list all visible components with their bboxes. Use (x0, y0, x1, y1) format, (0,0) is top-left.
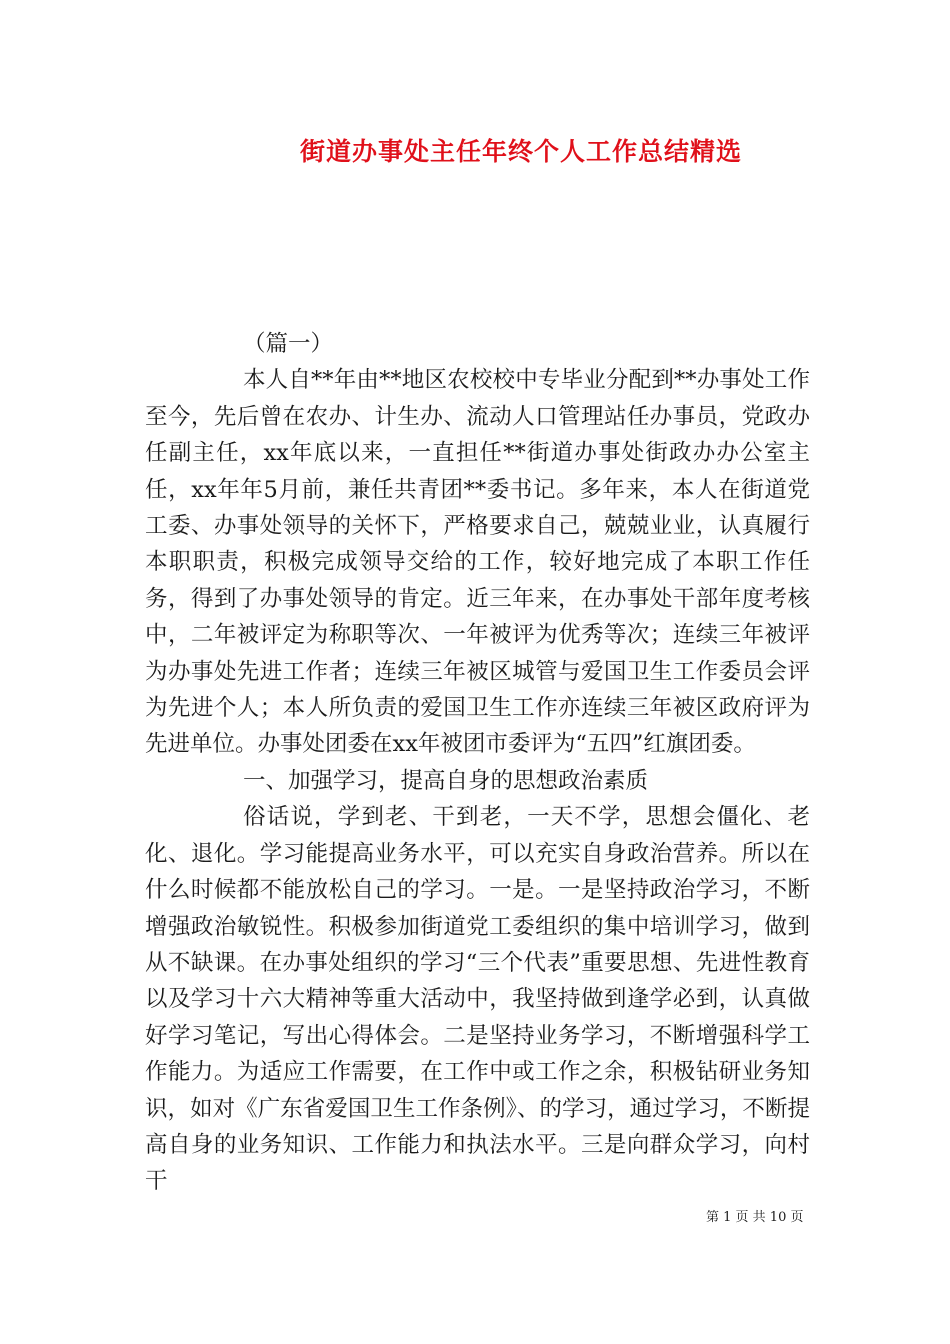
paragraph: 俗话说，学到老、干到老，一天不学，思想会僵化、老化、退化。学习能提高业务水平，可以充实自身政治营养。所以在什么时候都不能放松自己的学习。一是。一是坚持政治学习，不断增强政治敏锐性。积极参加街道党工委组织的集中培训学习，做到从不缺课。在办事处组织的学习“三个代表”重要思想、先进性教育以及学习十六大精神等重大活动中，我坚持做到逢学必到，认真做好学习笔记，写出心得体会。二是坚持业务学习，不断增强科学工作能力。为适应工作需要，在工作中或工作之余，积极钻研业务知识，如对《广东省爱国卫生工作条例》、的学习，通过学习，不断提高自身的业务知识、工作能力和执法水平。三是向群众学习，向村干 (145, 804, 810, 1195)
document-title: 街道办事处主任年终个人工作总结精选 (300, 137, 743, 166)
document-body (145, 326, 810, 1200)
paragraph: 本人自**年由**地区农校校中专毕业分配到**办事处工作至今，先后曾在农办、计生办、流动人口管理站任办事员，党政办任副主任，xx年底以来，一直担任**街道办事处街政办办公室主任，xx年年5月前，兼任共青团**委书记。多年来，本人在街道党工委、办事处领导的关怀下，严格要求自己，兢兢业业，认真履行本职职责，积极完成领导交给的工作，较好地完成了本职工作任务，得到了办事处领导的肯定。近三年来，在办事处干部年度考核中，二年被评定为称职等次、一年被评为优秀等次；连续三年被评为办事处先进工作者；连续三年被区城管与爱国卫生工作委员会评为先进个人；本人所负责的爱国卫生工作亦连续三年被区政府评为先进单位。办事处团委在xx年被团市委评为“五四”红旗团委。 (145, 367, 810, 758)
section-label: （篇一） (243, 331, 334, 357)
page-number: 第 1 页 共 10 页 (706, 1210, 804, 1225)
section-heading: 一、加强学习，提高自身的思想政治素质 (243, 767, 649, 794)
